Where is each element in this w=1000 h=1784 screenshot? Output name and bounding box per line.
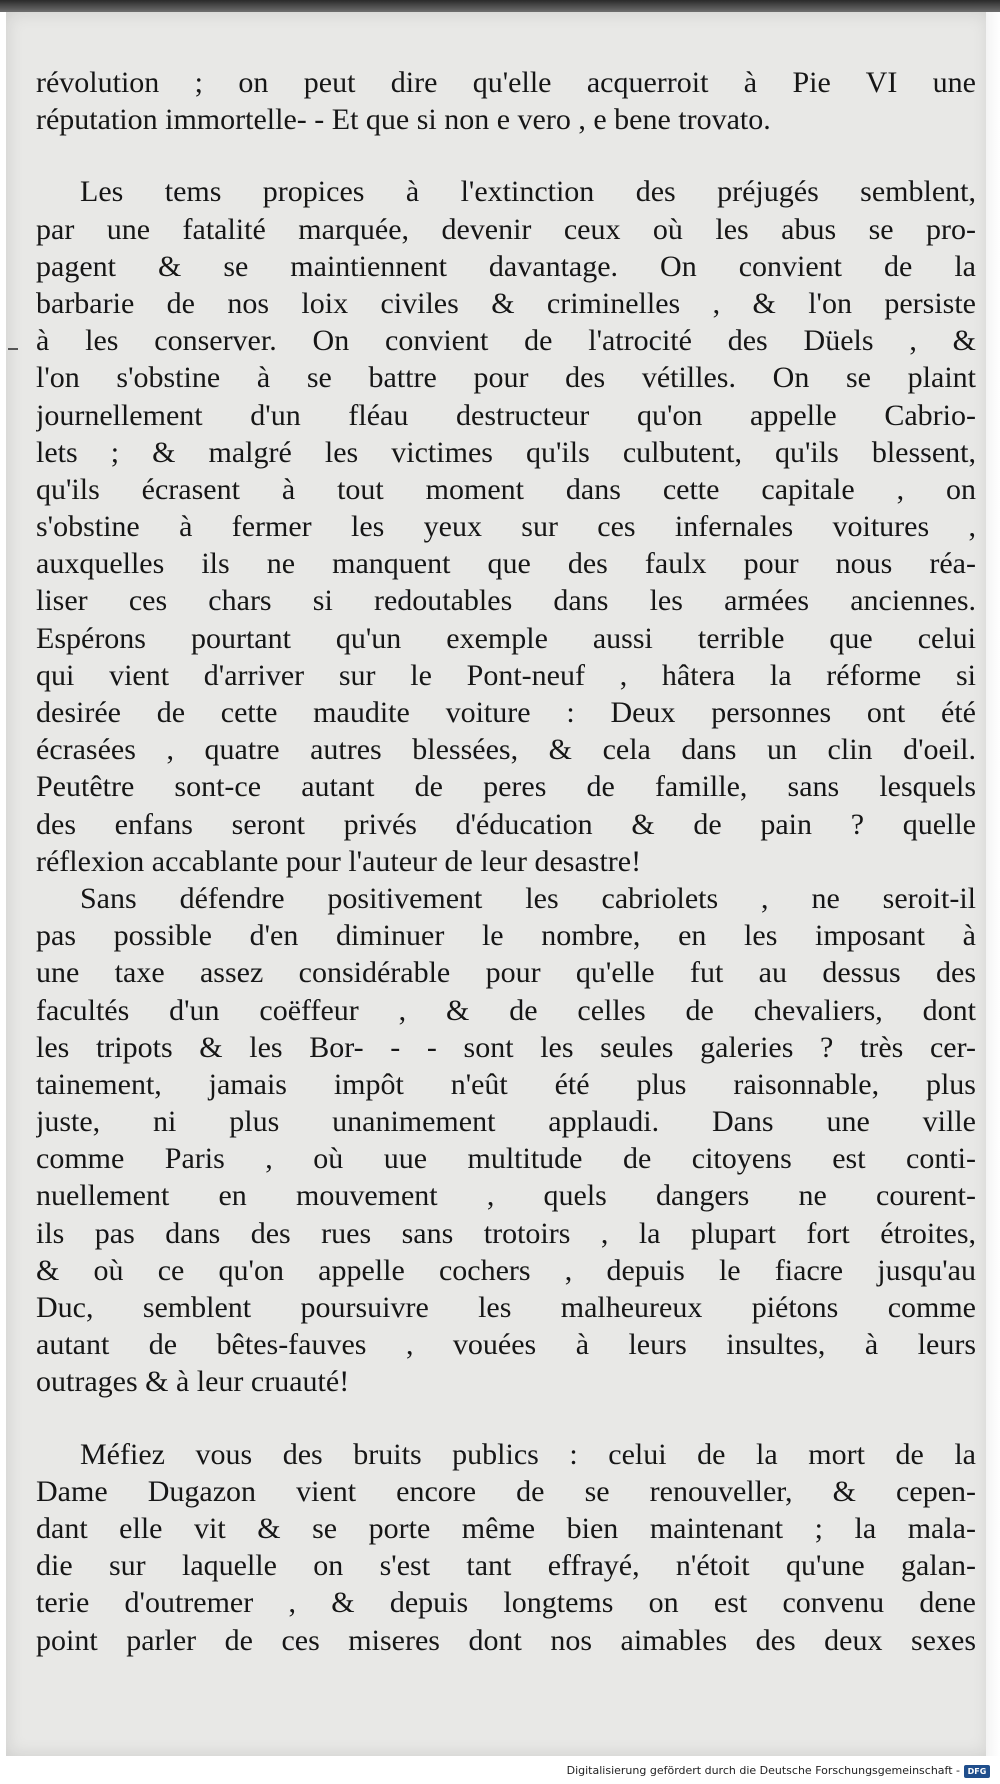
text-line: écrasées , quatre autres blessées, & cela dans un clin d'oeil. <box>36 733 976 767</box>
text-line: réputation immortelle- - Et que si non e vero , e bene trovato. <box>36 103 771 137</box>
text-line: qu'ils écrasent à tout moment dans cette capitale , on <box>36 472 976 506</box>
text-line: qui vient d'arriver sur le Pont-neuf , hâtera la réforme si <box>36 658 976 692</box>
funding-credit: Digitalisierung gefördert durch die Deutsche Forschungsgemeinschaft - <box>566 1764 960 1777</box>
margin-mark <box>8 348 18 350</box>
text-line: pagent & se maintiennent davantage. On convient de la <box>36 249 976 283</box>
page-text <box>36 64 976 1659</box>
text-line: Dame Dugazon vient encore de se renouveller, & cepen- <box>36 1474 976 1508</box>
text-line: comme Paris , où uue multitude de citoyens est conti- <box>36 1142 976 1176</box>
text-line: Méfiez vous des bruits publics : celui de la mort de la <box>80 1437 976 1471</box>
digitization-footer <box>0 1756 1000 1784</box>
text-line: tainement, jamais impôt n'eût été plus raisonnable, plus <box>36 1067 976 1101</box>
text-line: point parler de ces miseres dont nos aimables des deux sexes <box>36 1623 976 1657</box>
paragraph-dugazon <box>36 1436 976 1659</box>
text-line: die sur laquelle on s'est tant effrayé, n'étoit qu'une galan- <box>36 1549 976 1583</box>
text-line: les tripots & les Bor- - - sont les seules galeries ? très cer- <box>36 1030 976 1064</box>
text-line: auxquelles ils ne manquent que des faulx pour nous réa- <box>36 547 976 581</box>
text-line: des enfans seront privés d'éducation & de pain ? quelle <box>36 807 976 841</box>
text-line: Les tems propices à l'extinction des préjugés semblent, <box>80 175 976 209</box>
text-line: autant de bêtes-fauves , vouées à leurs insultes, à leurs <box>36 1328 976 1362</box>
text-line: dant elle vit & se porte même bien maintenant ; la mala- <box>36 1511 976 1545</box>
text-line: lets ; & malgré les victimes qu'ils culbutent, qu'ils blessent, <box>36 435 976 469</box>
paragraph-cabriolets <box>36 173 976 880</box>
text-line: outrages & à leur cruauté! <box>36 1365 350 1399</box>
page-right-edge <box>986 12 1000 1756</box>
text-line: nuellement en mouvement , quels dangers ne courent- <box>36 1179 976 1213</box>
text-line: réflexion accablante pour l'auteur de leur desastre! <box>36 844 642 878</box>
text-line: ils pas dans des rues sans trotoirs , la plupart fort étroites, <box>36 1216 976 1250</box>
text-line: Peutêtre sont-ce autant de peres de famille, sans lesquels <box>36 770 976 804</box>
text-line: Sans défendre positivement les cabriolets , ne seroit-il <box>80 881 976 915</box>
text-line: terie d'outremer , & depuis longtems on est convenu dene <box>36 1586 976 1620</box>
scanner-top-edge <box>0 0 1000 12</box>
text-line: Espérons pourtant qu'un exemple aussi terrible que celui <box>36 621 976 655</box>
text-line: juste, ni plus unanimement applaudi. Dans une ville <box>36 1105 976 1139</box>
text-line: une taxe assez considérable pour qu'elle fut au dessus des <box>36 956 976 990</box>
text-line: Duc, semblent poursuivre les malheureux piétons comme <box>36 1291 976 1324</box>
text-line: l'on s'obstine à se battre pour des vétilles. On se plaint <box>36 361 976 395</box>
text-line: liser ces chars si redoutables dans les armées anciennes. <box>36 584 976 618</box>
text-line: s'obstine à fermer les yeux sur ces infernales voitures , <box>36 510 976 544</box>
text-line: facultés d'un coëffeur , & de celles de chevaliers, dont <box>36 993 976 1027</box>
text-line: journellement d'un fléau destructeur qu'on appelle Cabrio- <box>36 398 976 432</box>
paragraph-taxe <box>36 880 976 1401</box>
text-line: pas possible d'en diminuer le nombre, en les imposant à <box>36 919 976 953</box>
text-line: barbarie de nos loix civiles & criminelles , & l'on persiste <box>36 286 976 320</box>
text-line: & où ce qu'on appelle cochers , depuis le fiacre jusqu'au <box>36 1253 976 1287</box>
text-line: par une fatalité marquée, devenir ceux où les abus se pro- <box>36 212 976 246</box>
paragraph-continuation <box>36 64 976 138</box>
text-line: desirée de cette maudite voiture : Deux personnes ont été <box>36 696 976 729</box>
text-line: à les conserver. On convient de l'atrocité des Düels , & <box>36 324 976 358</box>
paragraph-gap <box>36 138 976 173</box>
paragraph-gap <box>36 1401 976 1436</box>
dfg-logo-icon: DFG <box>964 1765 990 1778</box>
text-line: révolution ; on peut dire qu'elle acquerroit à Pie VI une <box>36 66 976 99</box>
